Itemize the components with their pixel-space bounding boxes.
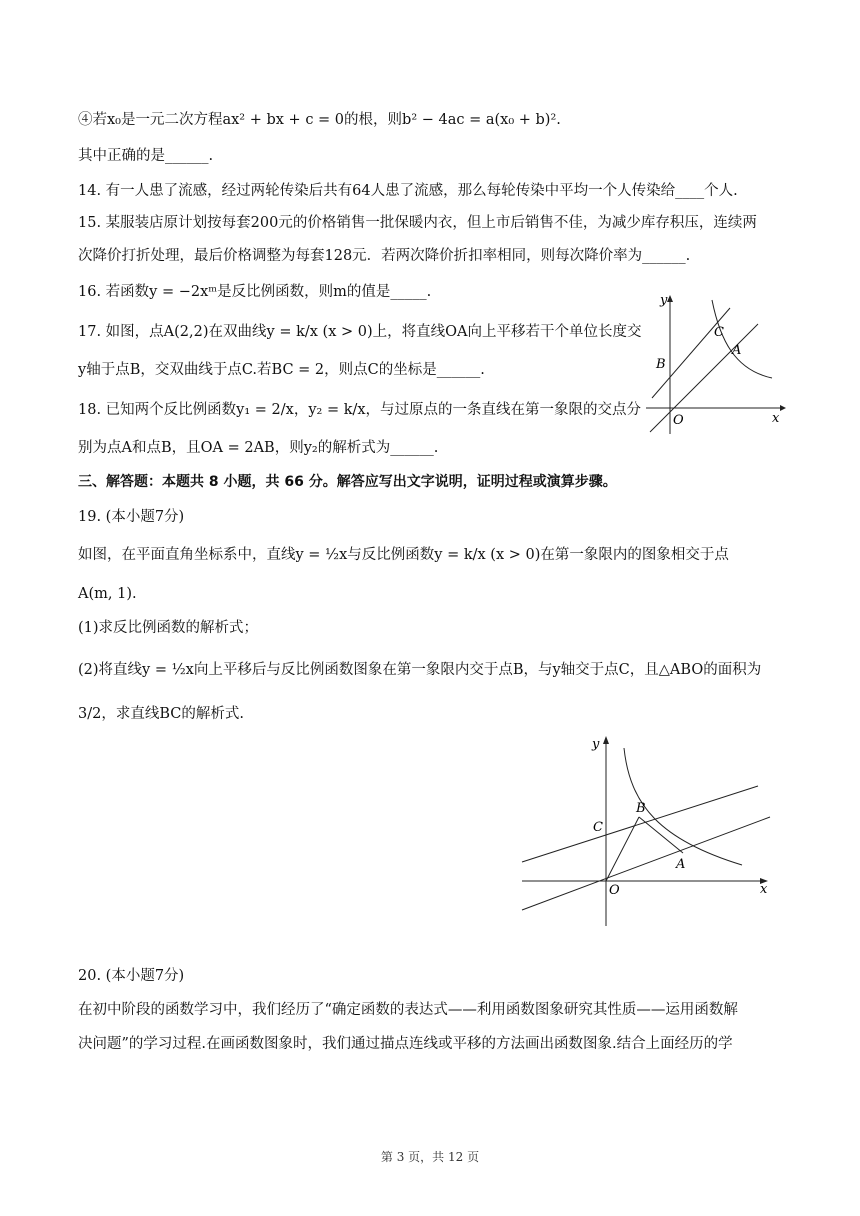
line-oa [650, 324, 758, 432]
label-b: B [656, 357, 666, 372]
label-c: C [714, 325, 724, 340]
question-19-part2: (2)将直线y = ½x向上平移后与反比例函数图象在第一象限内交于点B，与y轴交于点C，且△ABO的面积为 [78, 662, 762, 678]
label-y: y [592, 737, 600, 752]
question-18-line1: 18. 已知两个反比例函数y₁ = 2/x，y₂ = k/x，与过原点的一条直线在第一象限的交点分 [78, 402, 642, 418]
question-20-line1: 在初中阶段的函数学习中，我们经历了“确定函数的表达式——利用函数图象研究其性质——运用函数解 [78, 1002, 738, 1018]
label-a: A [676, 857, 686, 872]
question-17-line1: 17. 如图，点A(2,2)在双曲线y = k/x (x > 0)上，将直线OA向上平移若干个单位长度交 [78, 324, 642, 340]
page-footer: 第 3 页，共 12 页 [380, 1150, 480, 1164]
question-19-part1: (1)求反比例函数的解析式； [78, 620, 259, 636]
section-3-heading: 三、解答题：本题共 8 小题，共 66 分。解答应写出文字说明，证明过程或演算步骤。 [78, 474, 617, 490]
label-x: x [772, 411, 780, 426]
q17-figure [640, 290, 790, 438]
y-axis-arrow [603, 736, 609, 744]
question-17-line2: y轴于点B，交双曲线于点C.若BC = 2，则点C的坐标是______. [78, 362, 485, 378]
y-axis-arrow [667, 295, 673, 302]
label-y: y [660, 293, 668, 308]
label-b: B [636, 801, 646, 816]
question-16: 16. 若函数y = −2xᵐ是反比例函数，则m的值是_____. [78, 284, 432, 300]
q13-option-4: ④若x₀是一元二次方程ax² + bx + c = 0的根，则b² − 4ac = a(x₀ + b)². [78, 112, 561, 128]
question-18-line2: 别为点A和点B，且OA = 2AB，则y₂的解析式为______. [78, 440, 439, 456]
line-oa [522, 817, 770, 910]
label-c: C [593, 820, 603, 835]
q19-figure [520, 730, 780, 930]
question-19-part2-cont: 3/2，求直线BC的解析式. [78, 706, 244, 722]
question-19-line2: A(m, 1). [78, 586, 137, 602]
question-14: 14. 有一人患了流感，经过两轮传染后共有64人患了流感，那么每轮传染中平均一个人传染给____个人. [78, 183, 738, 199]
label-a: A [732, 343, 742, 358]
segment-ob [606, 817, 639, 881]
line-bc [522, 786, 758, 862]
label-o: O [673, 413, 684, 428]
segment-ab [639, 817, 683, 853]
question-19-heading: 19. (本小题7分) [78, 509, 185, 525]
question-20-heading: 20. (本小题7分) [78, 968, 185, 984]
question-15-line1: 15. 某服装店原计划按每套200元的价格销售一批保暖内衣，但上市后销售不佳，为减少库存积压，连续两 [78, 215, 757, 231]
label-x: x [760, 882, 768, 897]
question-19-line1: 如图，在平面直角坐标系中，直线y = ½x与反比例函数y = k/x (x > 0)在第一象限内的图象相交于点 [78, 547, 729, 563]
x-axis-arrow [780, 405, 786, 411]
label-o: O [609, 883, 620, 898]
q13-answer: 其中正确的是______. [78, 148, 214, 164]
question-20-line2: 决问题”的学习过程.在画函数图象时，我们通过描点连线或平移的方法画出函数图象.结合上面经历的学 [78, 1036, 733, 1052]
line-bc [652, 308, 730, 398]
question-15-line2: 次降价打折处理，最后价格调整为每套128元．若两次降价折扣率相同，则每次降价率为______. [78, 248, 691, 264]
